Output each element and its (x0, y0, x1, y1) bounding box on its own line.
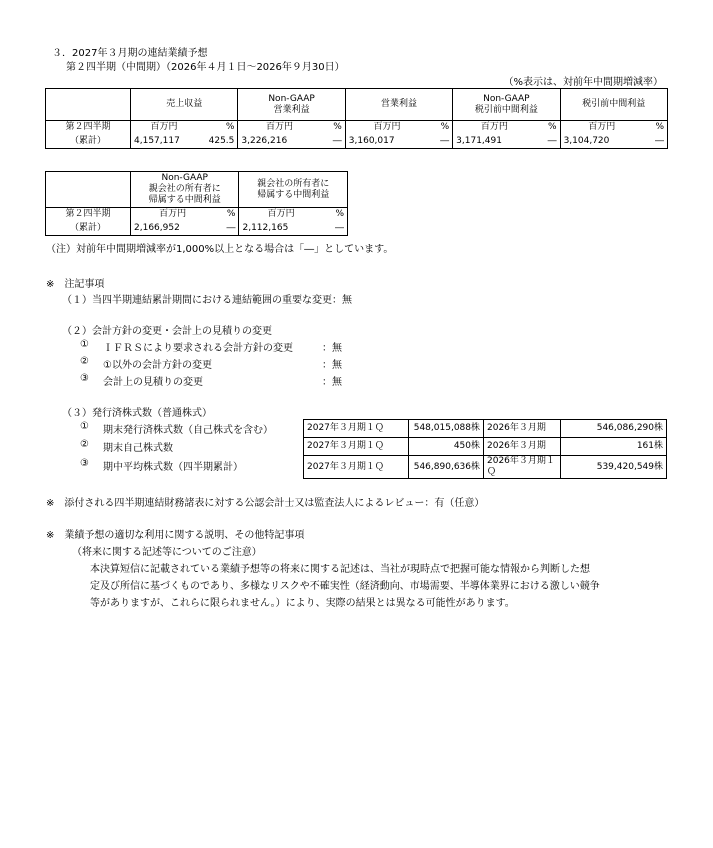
col-header (453, 89, 560, 121)
amount-cell: 3,104,720 (560, 135, 643, 149)
amount-cell: 3,226,216 (238, 135, 321, 149)
pct-cell: 425.5 (197, 135, 238, 149)
notes-heading: ※ 注記事項 (46, 279, 105, 290)
amount-cell: 2,112,165 (239, 222, 323, 236)
pct-cell: ― (321, 135, 346, 149)
sub-num: ① (80, 339, 89, 350)
pct-cell: ― (536, 135, 561, 149)
sub-label: ①以外の会計方針の変更 (103, 360, 212, 371)
share-num: ① (80, 421, 89, 432)
sub-num: ③ (80, 373, 89, 384)
row-label: 第２四半期 (46, 121, 131, 135)
share-num: ③ (80, 458, 89, 469)
col-header: 税引前中間利益 (560, 89, 667, 121)
notes-item-1: （１）当四半期連結累計期間における連結範囲の重要な変更：無 (62, 295, 352, 306)
col-header-line: 帰属する中間利益 (257, 189, 330, 200)
shares-value-cell: 161株 (561, 438, 667, 456)
forecast-heading: ※ 業績予想の適切な利用に関する説明、その他特記事項 (46, 530, 305, 541)
shares-value-cell: 546,086,290株 (561, 420, 667, 438)
amount-cell: 3,171,491 (453, 135, 536, 149)
period-cell: 2026年３月期 (484, 420, 561, 438)
forecast-paragraph-line: 定及び所信に基づくものであり、多様なリスクや不確実性（経済動向、市場需要、半導体業界における激しい競争 (90, 581, 600, 592)
sub-value: ：無 (322, 377, 342, 388)
unit-million: 百万円 (345, 121, 428, 135)
col-header-line: 親会社の所有者に (257, 178, 330, 189)
unit-million: 百万円 (131, 121, 197, 135)
forecast-paragraph-line: 本決算短信に記載されている業績予想等の将来に関する記述は、当社が現時点で把握可能な情報から判断した想 (90, 564, 590, 575)
unit-pct: % (643, 121, 668, 135)
col-header-line: 帰属する中間利益 (148, 195, 221, 205)
col-header: 売上収益 (131, 89, 238, 121)
shares-value-cell: 450株 (409, 438, 484, 456)
unit-pct: % (428, 121, 453, 135)
amount-cell: 4,157,117 (131, 135, 197, 149)
unit-pct: % (536, 121, 561, 135)
share-label: 期末自己株式数 (103, 443, 173, 454)
unit-pct: % (323, 208, 348, 222)
share-label: 期末発行済株式数（自己株式を含む） (103, 425, 273, 436)
amount-cell: 3,160,017 (345, 135, 428, 149)
unit-pct: % (197, 121, 238, 135)
unit-million: 百万円 (453, 121, 536, 135)
pct-cell: ― (643, 135, 668, 149)
shares-value-cell: 548,015,088株 (409, 420, 484, 438)
period-cell: 2027年３月期１Ｑ (304, 420, 409, 438)
row-label: （累計） (46, 135, 131, 149)
sub-value: ：無 (322, 360, 342, 371)
unit-pct: % (321, 121, 346, 135)
col-header (131, 172, 239, 208)
unit-million: 百万円 (131, 208, 215, 222)
forecast-table-2 (45, 171, 348, 236)
forecast-subheading: （将来に関する記述等についてのご注意） (72, 547, 262, 558)
pct-cell: ― (214, 222, 239, 236)
shares-table (303, 419, 667, 479)
col-header: 営業利益 (345, 89, 452, 121)
sub-value: ：無 (322, 343, 342, 354)
sub-label: ＩＦＲＳにより要求される会計方針の変更 (103, 343, 293, 354)
pct-note: （%表示は、対前年中間期増減率） (503, 77, 663, 88)
notes-item-3: （３）発行済株式数（普通株式） (62, 408, 212, 419)
shares-value-cell: 539,420,549株 (561, 456, 667, 479)
section-subheading: 第２四半期（中間期）（2026年４月１日～2026年９月30日） (66, 62, 345, 73)
col-header-line: Non-GAAP (161, 173, 208, 183)
shares-value-cell: 546,890,636株 (409, 456, 484, 479)
pct-cell: ― (428, 135, 453, 149)
unit-pct: % (214, 208, 239, 222)
notes-item-2: （２）会計方針の変更・会計上の見積りの変更 (62, 326, 272, 337)
forecast-paragraph-line: 等がありますが、これらに限られません。）により、実際の結果とは異なる可能性があります。 (90, 598, 515, 609)
col-header (238, 89, 345, 121)
col-header-text: Non-GAAP 営業利益 (268, 93, 315, 115)
sub-num: ② (80, 356, 89, 367)
review-note: ※ 添付される四半期連結財務諸表に対する公認会計士又は監査法人によるレビュー：有（任意） (46, 498, 485, 509)
period-cell: 2026年３月期１Ｑ (484, 456, 561, 479)
section-heading: ３．2027年３月期の連結業績予想 (52, 48, 208, 59)
col-header (239, 172, 348, 208)
unit-million: 百万円 (560, 121, 643, 135)
pct-footnote: （注）対前年中間期増減率が1,000%以上となる場合は「―」としています。 (46, 244, 394, 255)
empty-header-cell (46, 172, 131, 208)
amount-cell: 2,166,952 (131, 222, 215, 236)
period-cell: 2026年３月期 (484, 438, 561, 456)
unit-million: 百万円 (238, 121, 321, 135)
unit-million: 百万円 (239, 208, 323, 222)
share-num: ② (80, 439, 89, 450)
pct-cell: ― (323, 222, 348, 236)
row-label: （累計） (46, 222, 131, 236)
period-cell: 2027年３月期１Ｑ (304, 456, 409, 479)
row-label: 第２四半期 (46, 208, 131, 222)
empty-header-cell (46, 89, 131, 121)
share-label: 期中平均株式数（四半期累計） (103, 462, 243, 473)
col-header-line: 親会社の所有者に (148, 184, 221, 194)
col-header-text: Non-GAAP 税引前中間利益 (474, 93, 538, 115)
forecast-table-1 (45, 88, 668, 149)
sub-label: 会計上の見積りの変更 (103, 377, 203, 388)
period-cell: 2027年３月期１Ｑ (304, 438, 409, 456)
